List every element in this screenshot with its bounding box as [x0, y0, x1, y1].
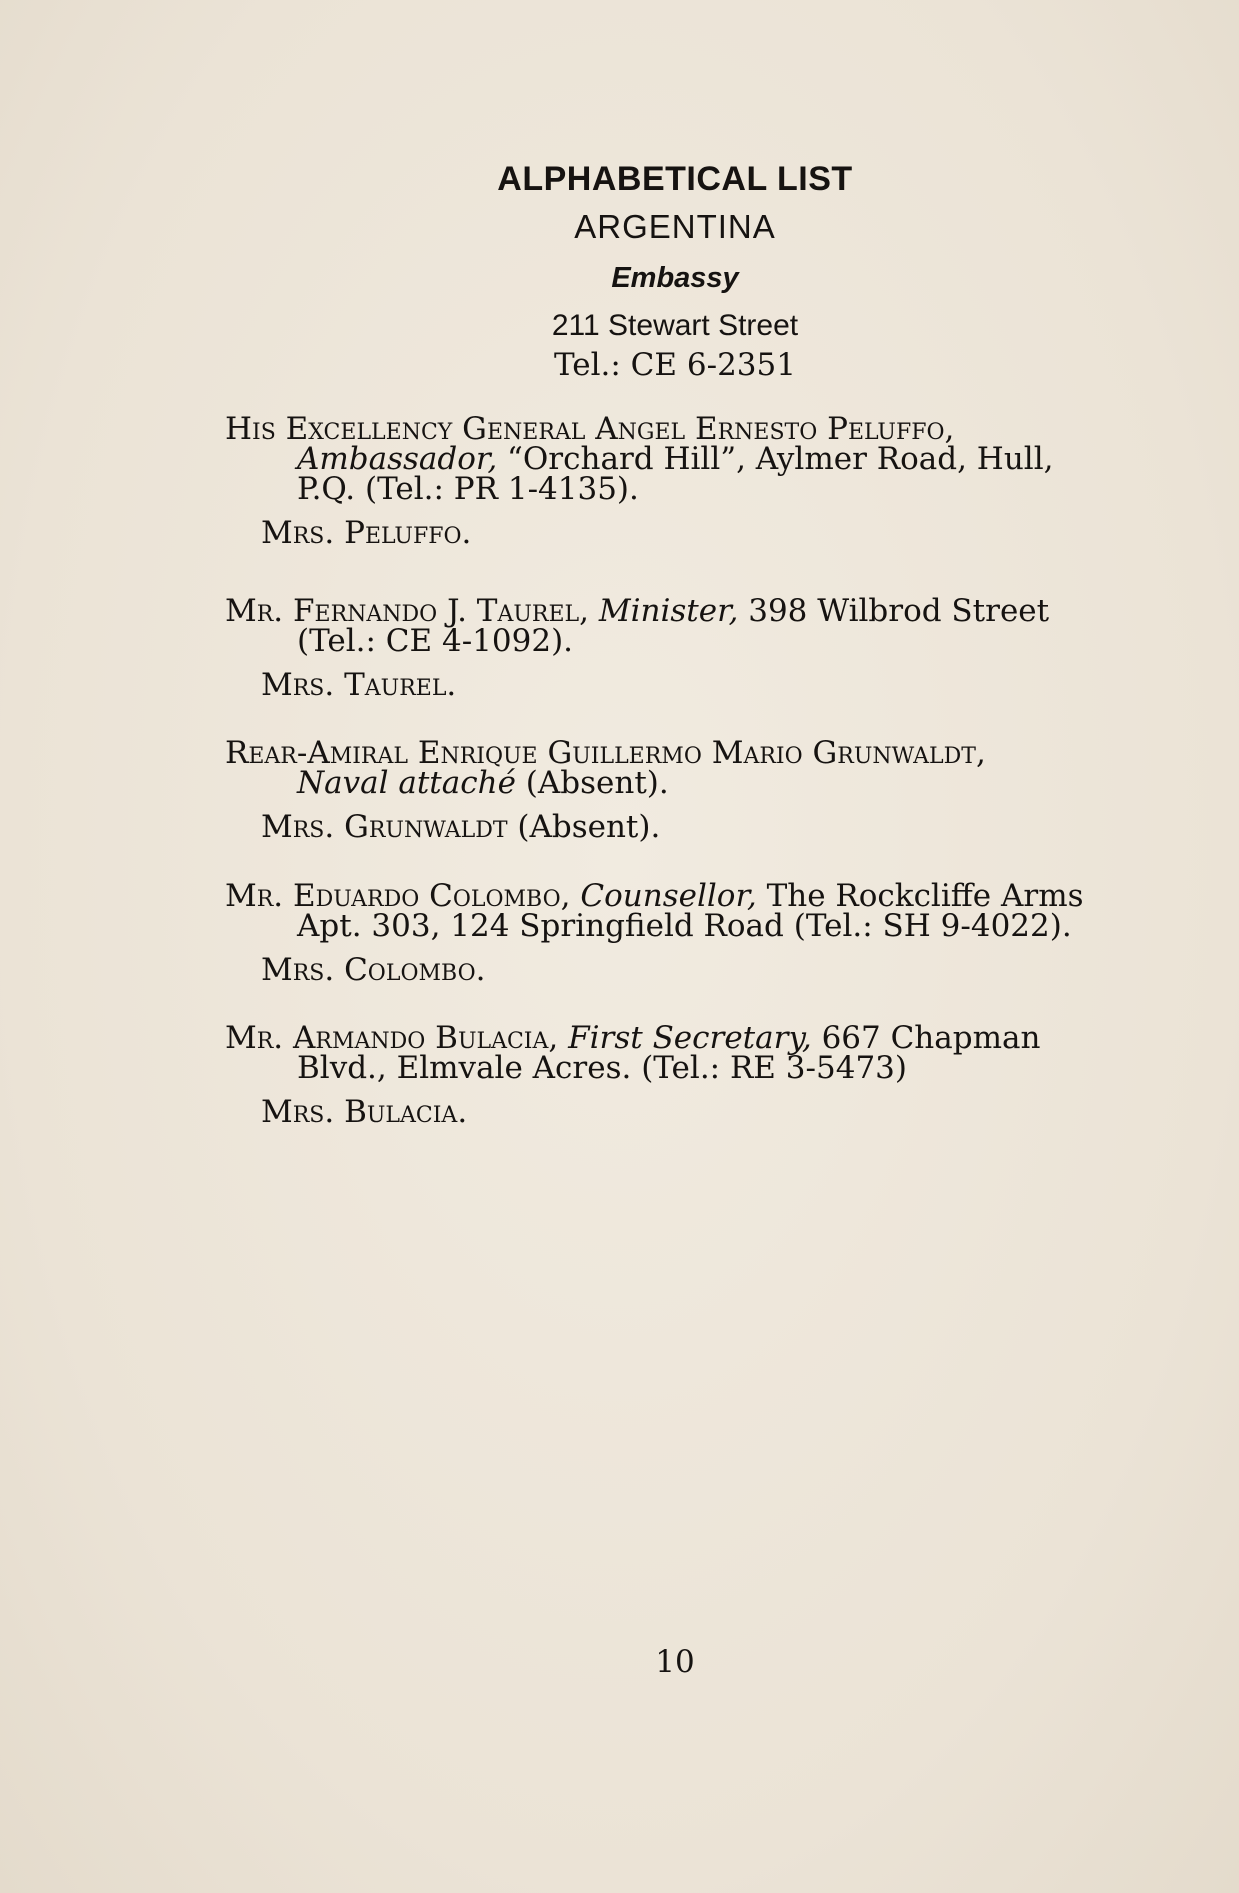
- entry-name: His Excellency General Angel Ernesto Peluffo,: [225, 411, 955, 447]
- entry-continuation: Blvd., Elmvale Acres. (Tel.: RE 3-5473): [297, 1050, 907, 1086]
- page-number: 10: [655, 1644, 695, 1680]
- entry-first-line: [225, 735, 1140, 771]
- entry-first-line: [225, 411, 1140, 447]
- entry-continuation: P.Q. (Tel.: PR 1-4135).: [297, 471, 639, 507]
- embassy-telephone: Tel.: CE 6-2351: [554, 347, 796, 383]
- entry-name: Rear-Amiral Enrique Guillermo Mario Grunwaldt,: [225, 735, 986, 771]
- entry-details: 398 Wilbrod Street: [748, 593, 1050, 629]
- entry-role: First Secretary,: [568, 1020, 812, 1056]
- entry-role: Minister,: [598, 593, 739, 629]
- entry-role: Counsellor,: [580, 878, 757, 914]
- entry-details: (Absent).: [525, 765, 669, 801]
- list-title: ALPHABETICAL LIST: [497, 160, 853, 198]
- entry-spouse: Mrs. Bulacia.: [261, 1094, 468, 1130]
- entry-continuation: Apt. 303, 124 Springfield Road (Tel.: SH 9-4022).: [297, 908, 1072, 944]
- entry-role: Ambassador,: [297, 441, 498, 477]
- directory-entry: [225, 735, 1140, 845]
- entry-spouse-note: (Absent).: [517, 809, 661, 845]
- section-label: Embassy: [611, 262, 739, 294]
- entry-spouse: Mrs. Grunwaldt: [261, 809, 508, 845]
- entry-spouse: Mrs. Taurel.: [261, 667, 457, 703]
- entry-continuation: [225, 765, 1140, 801]
- entry-continuation: (Tel.: CE 4-1092).: [297, 623, 574, 659]
- entry-name: Mr. Fernando J. Taurel,: [225, 593, 589, 629]
- entry-first-line: [225, 1020, 1140, 1056]
- directory-entry: [225, 878, 1140, 988]
- entry-continuation: [225, 441, 1140, 477]
- entry-first-line: [225, 593, 1140, 629]
- entry-spouse: Mrs. Peluffo.: [261, 515, 472, 551]
- entry-name: Mr. Eduardo Colombo,: [225, 878, 571, 914]
- entry-details: 667 Chapman: [821, 1020, 1041, 1056]
- entry-name: Mr. Armando Bulacia,: [225, 1020, 559, 1056]
- directory-entry: [225, 1020, 1140, 1130]
- entry-spouse-line: [225, 809, 1140, 845]
- entry-role: Naval attaché: [297, 765, 516, 801]
- country-heading: ARGENTINA: [574, 208, 776, 245]
- entry-first-line: [225, 878, 1140, 914]
- directory-entry: [225, 411, 1140, 551]
- entry-spouse: Mrs. Colombo.: [261, 952, 486, 988]
- embassy-address: 211 Stewart Street: [551, 309, 799, 342]
- entry-details: “Orchard Hill”, Aylmer Road, Hull,: [507, 441, 1054, 477]
- directory-entry: [225, 593, 1140, 703]
- entry-details: The Rockcliffe Arms: [766, 878, 1084, 914]
